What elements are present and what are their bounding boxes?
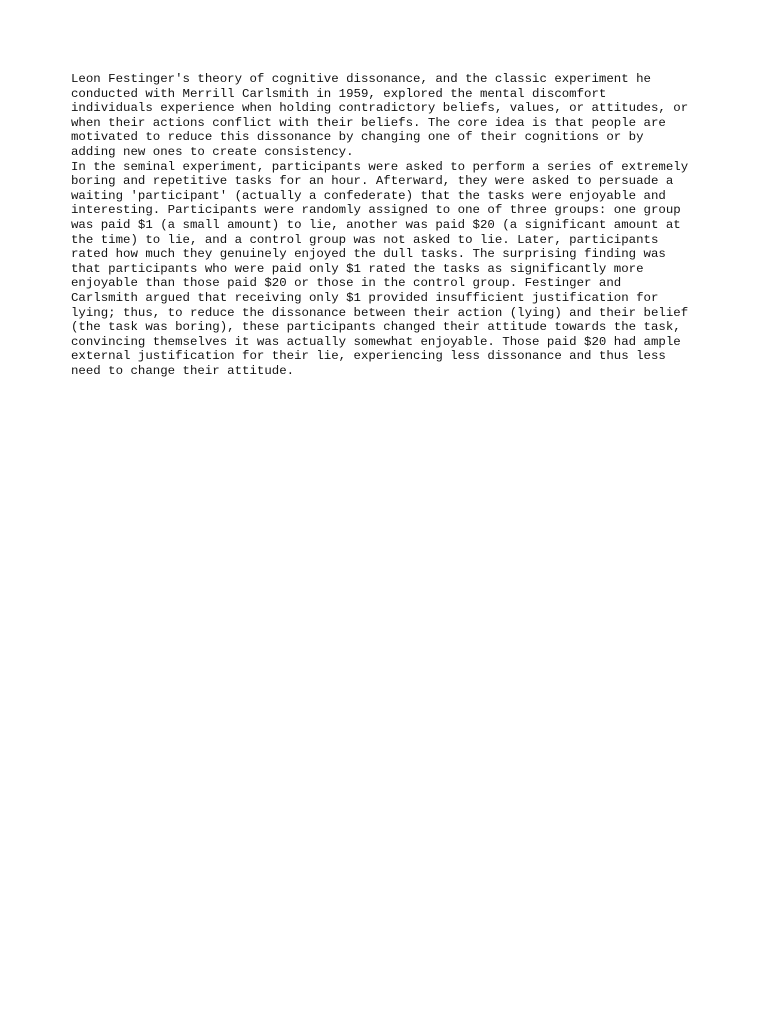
paragraph-intro: Leon Festinger's theory of cognitive dissonance, and the classic experiment he conducted with Merrill Carlsmith in 1959, explored the mental discomfort individuals experience when holding contradictory beliefs, values, or attitudes, or when their actions conflict with their beliefs. The core idea is that people are motivated to reduce this dissonance by changing one of their cognitions or by adding new ones to create consistency. [71,72,689,159]
paragraph-experiment: In the seminal experiment, participants were asked to perform a series of extremely boring and repetitive tasks for an hour. Afterward, they were asked to persuade a waiting 'participant' (actually a confederate) that the tasks were enjoyable and interesting. Participants were randomly assigned to one of three groups: one group was paid $1 (a small amount) to lie, another was paid $20 (a significant amount at the time) to lie, and a control group was not asked to lie. Later, participants rated how much they genuinely enjoyed the dull tasks. The surprising finding was that participants who were paid only $1 rated the tasks as significantly more enjoyable than those paid $20 or those in the control group. Festinger and Carlsmith argued that receiving only $1 provided insufficient justification for lying; thus, to reduce the dissonance between their action (lying) and their belief (the task was boring), these participants changed their attitude towards the task, convincing themselves it was actually somewhat enjoyable. Those paid $20 had ample external justification for their lie, experiencing less dissonance and thus less need to change their attitude. [71,159,689,378]
document-body [71,72,701,378]
